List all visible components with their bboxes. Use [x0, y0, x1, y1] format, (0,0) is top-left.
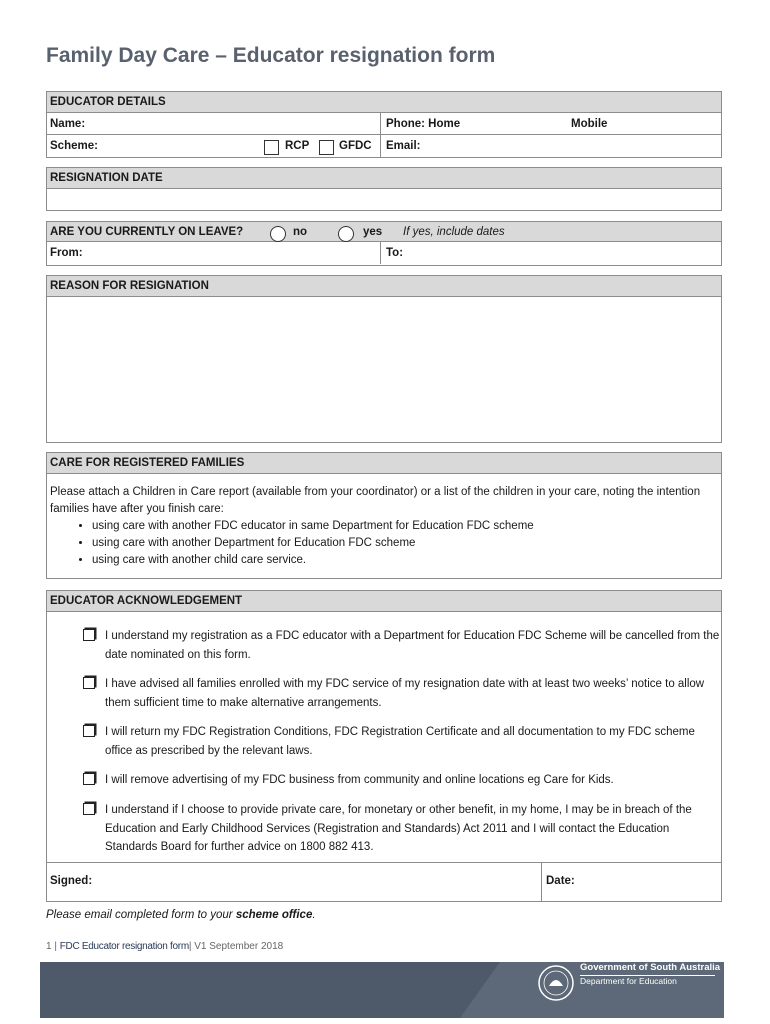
from-label: From: [50, 247, 83, 259]
signed-label: Signed: [50, 875, 93, 887]
resignation-date-header: RESIGNATION DATE [47, 168, 721, 189]
mobile-label: Mobile [571, 118, 608, 130]
care-header: CARE FOR REGISTERED FAMILIES [47, 453, 721, 474]
leave-no-label: no [293, 226, 308, 238]
rcp-label: RCP [285, 140, 310, 152]
ack-checkbox[interactable] [83, 629, 95, 641]
ack-checkbox[interactable] [83, 725, 95, 737]
rcp-checkbox[interactable] [264, 140, 279, 155]
name-row [47, 113, 721, 135]
educator-details-section [46, 91, 722, 158]
ack-header: EDUCATOR ACKNOWLEDGEMENT [47, 591, 721, 612]
page-number: 1 [46, 941, 52, 952]
gov-name: Government of South Australia [580, 962, 721, 973]
reason-section [46, 275, 722, 443]
date-label: Date: [546, 875, 575, 887]
scheme-label: Scheme: [50, 140, 98, 152]
department-name: Department for Education [580, 976, 677, 986]
leave-header [47, 221, 721, 242]
leave-yes-radio[interactable] [338, 226, 354, 242]
resignation-date-field[interactable] [47, 189, 721, 210]
educator-details-header: EDUCATOR DETAILS [47, 92, 721, 113]
care-bullet: • using care with another Department for Education FDC scheme [92, 535, 718, 552]
reason-header: REASON FOR RESIGNATION [47, 276, 721, 297]
leave-section [46, 221, 722, 266]
scheme-row [47, 135, 721, 157]
care-bullet: • using care with another child care service. [92, 552, 718, 569]
leave-hint: If yes, include dates [403, 226, 505, 238]
name-label: Name: [50, 118, 86, 130]
sa-government-logo-icon [537, 964, 575, 1002]
ack-checkbox[interactable] [83, 773, 95, 785]
signature-row [47, 862, 721, 901]
ack-checkbox[interactable] [83, 677, 95, 689]
care-section [46, 452, 722, 579]
ack-section: EDUCATOR ACKNOWLEDGEMENT I understand my registration as a FDC educator with a Department for Education FDC Scheme will be cancelled from the date nominated on this form. I have advised all families enrolled with my FDC service of my resignation date with at least two weeks’ notice to allow them sufficient time to make alternative arrangements. I will return my FDC Registration Conditions, FDC Registration Certificate and all documentation to my FDC scheme office as prescribed by the relevant laws. I will remove advertising of my FDC business from community and online locations eg Care for Kids. I understand if I choose to provide private care, for monetary or other benefit, in my home, I may be in breach of the Education and Early Childhood Services (Registration and Standards) Act 2011 and I will contact the Education Standards Board for further advice on 1800 882 413. Signed: Date: [46, 590, 722, 902]
email-note: Please email completed form to your scheme office. [46, 909, 316, 921]
phone-home-label: Phone: Home [386, 118, 461, 130]
page-footer: 1 | FDC Educator resignation form| V1 September 2018 [46, 941, 284, 952]
reason-textarea[interactable] [47, 297, 721, 441]
doc-name: FDC Educator resignation form [59, 941, 189, 952]
leave-dates-row [47, 242, 721, 264]
ack-checkbox[interactable] [83, 803, 95, 815]
email-label: Email: [386, 140, 421, 152]
leave-yes-label: yes [363, 226, 383, 238]
gfdc-label: GFDC [339, 140, 372, 152]
gfdc-checkbox[interactable] [319, 140, 334, 155]
leave-question: ARE YOU CURRENTLY ON LEAVE? [50, 226, 244, 238]
resignation-date-section [46, 167, 722, 211]
leave-no-radio[interactable] [270, 226, 286, 242]
to-label: To: [386, 247, 404, 259]
care-intro: Please attach a Children in Care report (available from your coordinator) or a list of the children in your care, noting the intention families have after you finish care: [50, 486, 701, 515]
page-title: Family Day Care – Educator resignation form [46, 44, 496, 67]
doc-version: | V1 September 2018 [188, 941, 284, 952]
care-bullet: • using care with another FDC educator in same Department for Education FDC scheme [92, 518, 718, 535]
